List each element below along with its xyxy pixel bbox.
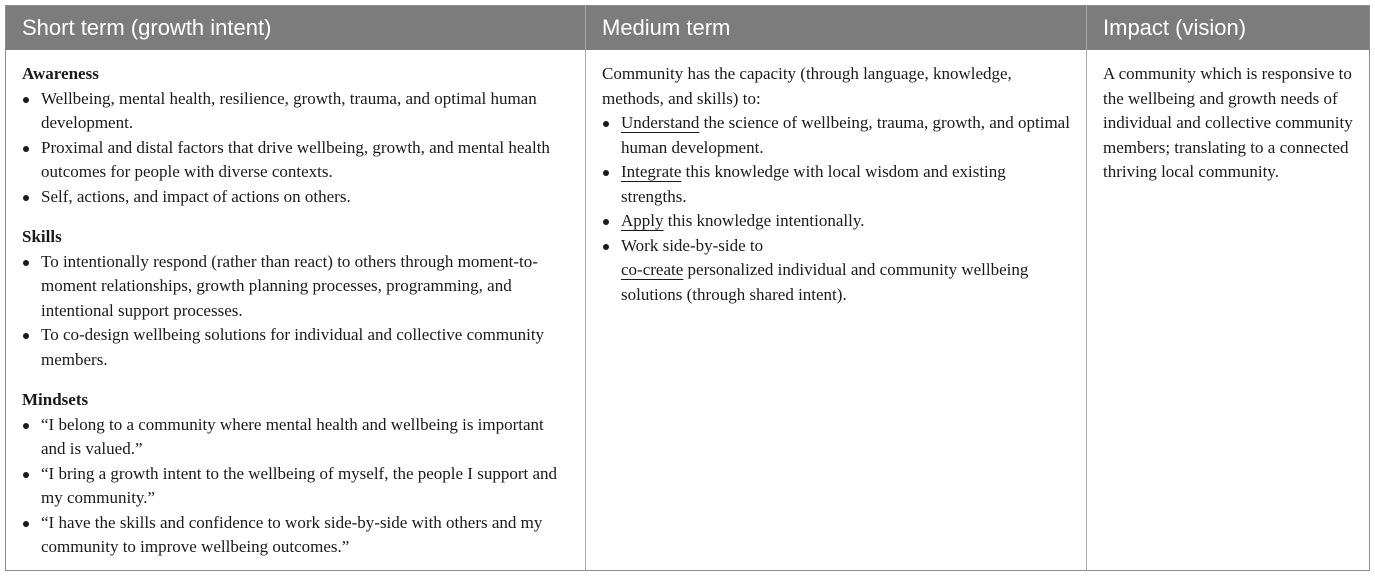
- integrate-keyword: Integrate: [621, 162, 682, 181]
- bullet-icon: [603, 170, 609, 176]
- bullet-icon: [23, 333, 29, 339]
- header-impact: Impact (vision): [1103, 15, 1247, 40]
- header-short-term: Short term (growth intent): [6, 6, 586, 50]
- short-term-cell: [6, 50, 586, 570]
- bullet-icon: [603, 121, 609, 127]
- awareness-heading: Awareness: [22, 64, 99, 83]
- bullet-icon: [603, 219, 609, 225]
- list-item: Self, actions, and impact of actions on others.: [22, 185, 571, 210]
- table-header-row: [6, 6, 1369, 50]
- impact-cell: [1087, 50, 1369, 570]
- medium-term-intro: Community has the capacity (through language, knowledge, methods, and skills) to:: [602, 64, 1012, 108]
- list-item: Apply this knowledge intentionally.: [602, 209, 1072, 234]
- list-item: Work side-by-side to co-create personalized individual and community wellbeing solutions (through shared intent).: [602, 234, 1072, 308]
- skills-list: [22, 250, 571, 373]
- apply-keyword: Apply: [621, 211, 664, 230]
- skills-heading: Skills: [22, 227, 62, 246]
- medium-term-list: [602, 111, 1072, 307]
- list-item: Proximal and distal factors that drive wellbeing, growth, and mental health outcomes for people with diverse contexts.: [22, 136, 571, 185]
- bullet-icon: [23, 146, 29, 152]
- list-item: “I have the skills and confidence to work side-by-side with others and my community to improve wellbeing outcomes.”: [22, 511, 571, 560]
- list-item: “I bring a growth intent to the wellbeing of myself, the people I support and my community.”: [22, 462, 571, 511]
- outcomes-table: [5, 5, 1370, 571]
- list-item: Integrate this knowledge with local wisdom and existing strengths.: [602, 160, 1072, 209]
- mindsets-heading: Mindsets: [22, 390, 89, 409]
- list-item: Wellbeing, mental health, resilience, growth, trauma, and optimal human development.: [22, 87, 571, 136]
- list-item: “I belong to a community where mental health and wellbeing is important and is valued.”: [22, 413, 571, 462]
- list-item: To intentionally respond (rather than react) to others through moment-to-moment relationships, growth planning processes, programming, and intentional support processes.: [22, 250, 571, 324]
- bullet-icon: [23, 472, 29, 478]
- understand-keyword: Understand: [621, 113, 700, 132]
- impact-text: A community which is responsive to the wellbeing and growth needs of individual and collective community members; translating to a connected thriving local community.: [1103, 64, 1353, 181]
- bullet-icon: [23, 423, 29, 429]
- mindsets-list: [22, 413, 571, 560]
- bullet-icon: [23, 97, 29, 103]
- table-body-row: [6, 50, 1369, 570]
- bullet-icon: [603, 244, 609, 250]
- bullet-icon: [23, 260, 29, 266]
- bullet-icon: [23, 521, 29, 527]
- co-create-keyword: co-create: [621, 260, 684, 279]
- list-item: To co-design wellbeing solutions for individual and collective community members.: [22, 323, 571, 372]
- awareness-list: [22, 87, 571, 210]
- header-medium-term: Medium term: [586, 6, 1087, 50]
- bullet-icon: [23, 195, 29, 201]
- list-item: Understand the science of wellbeing, trauma, growth, and optimal human development.: [602, 111, 1072, 160]
- medium-term-cell: [586, 50, 1087, 570]
